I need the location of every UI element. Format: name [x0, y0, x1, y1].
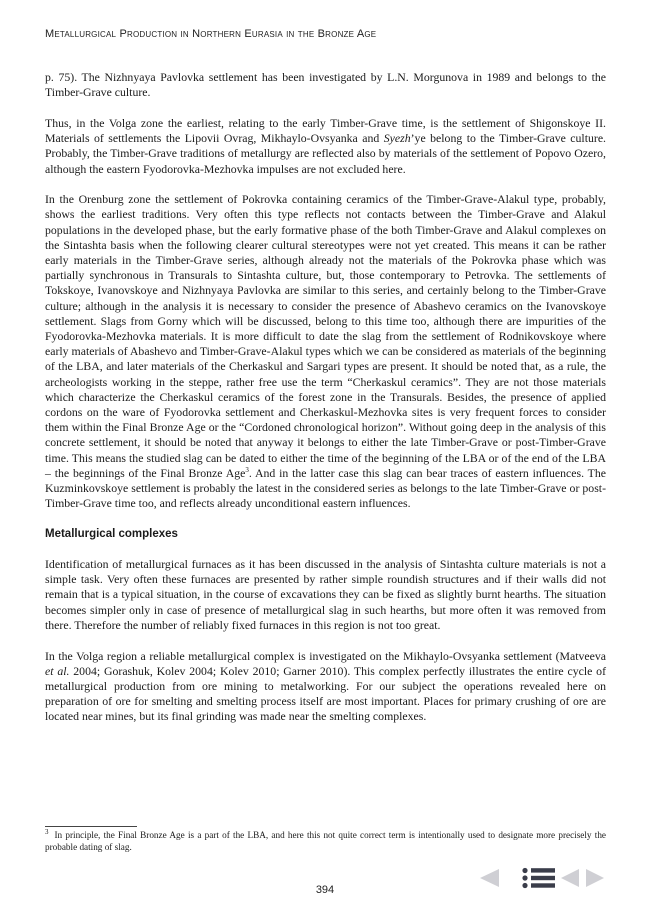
next-page-icon[interactable] [585, 868, 605, 890]
table-of-contents-icon[interactable] [521, 867, 557, 889]
running-header: Metallurgical Production in Northern Eurasia in the Bronze Age [45, 28, 377, 40]
section-heading: Metallurgical complexes [45, 527, 178, 540]
previous-page-icon[interactable] [560, 868, 580, 890]
footnote [45, 829, 606, 853]
paragraph-5: In the Volga region a reliable metallurgical complex is investigated on the Mikhaylo-Ovsyanka settlement (Matveeva et al. 2004; Gorashuk, Kolev 2004; Kolev 2010; Garner 2010). This complex perfectly illustrates the entire cycle of metallurgical production from ore mining to metalworking. For our subject the operations revealed here on preparation of ore for smelting and smelting process itself are most important. Places for primary crushing of ore are located near mines, but its final grinding was made near the smelting complexes. [45, 648, 607, 724]
footnote-rule [45, 826, 137, 827]
paragraph-1: p. 75). The Nizhnyaya Pavlovka settlement has been investigated by L.N. Morgunova in 1989 and belongs to the Timber-Grave culture. [45, 70, 606, 100]
page-number: 394 [315, 884, 335, 896]
footnote-reference[interactable]: 3 [245, 465, 249, 474]
footnote-mark: 3 [45, 827, 49, 836]
paragraph-4: Identification of metallurgical furnaces as it has been discussed in the analysis of Sintashta culture materials is not a simple task. Very often these furnaces are presented by rather simple roundish structures and if their walls did not remain that is a typical situation, in the course of excavations they can be fixed as slightly burnt hearths. The situation becomes simpler only in case of presence of metallurgical slag in such hearths, but more often it was removed from there. Therefore the number of reliably fixed furnaces in this region is not too great. [45, 556, 606, 632]
back-arrow-icon[interactable] [478, 868, 500, 890]
footnote-text: In principle, the Final Bronze Age is a part of the LBA, and here this not quite correct term is intentionally used to designate more precisely the probable dating of slag. [45, 830, 606, 852]
paragraph-2: Thus, in the Volga zone the earliest, relating to the early Timber-Grave time, is the settlement of Shigonskoye II. Materials of settlements the Lipovii Ovrag, Mikhaylo-Ovsyanka and Syezh’ye belong to the Timber-Grave culture. Probably, the Timber-Grave traditions of metallurgy are reflected also by materials of the settlement of Popovo Ozero, although the eastern Fyodorovka-Mezhovka impulses are not excluded here. [45, 115, 607, 176]
paragraph-3: In the Orenburg zone the settlement of Pokrovka containing ceramics of the Timber-Grave-Alakul type, probably, shows the earliest traditions. Very often this type reflects not contacts between the Timber-Grave and Alakul populations in the developed phase, but the early formative phase of the both Timber-Grave and Alakul complexes on the Sintashta basis when the following clearer cultural stereotypes were not yet created. This means it can be rather early materials in the Timber-Grave series, although already not the materials of the Pokrovka phase which was partially synchronous in Transurals to Sintashta culture, but, those contemporary to Petrovka. The settlements of Tokskoye, Ivanovskoye and Nizhnyaya Pavlovka are similar to this series, and certainly belong to the Timber-Grave culture; although in the analysis it is necessary to consider the presence of Abashevo ceramics on the Ivanovskoye settlement. Slags from Gorny which will be discussed, belong to this time too, although there are impurities of the Fyodorovka-Mezhovka materials. It is more difficult to date the slag from the settlement of Rodnikovskoye where early materials of Abashevo and Timber-Grave-Alakul types which we can be considered as materials of the beginning of the LBA, and later materials of the Cherkaskul and Sargari types are present. It should be noted that, as a rule, the archeologists working in the steppe, rather free use the term “Cherkaskul ceramics”. They are not those materials which characterize the Cherkaskul ceramics of the forest zone in the Transurals. Besides, the presence of applied cordons on the ware of Fyodorovka settlement and Cherkaskul-Mezhovka sites is very frequent forces to consider them within the Final Bronze Age or the “Cordoned chronological horizon”. Without going deep in the analysis of this concrete settlement, it should be noted that anyway it belongs to either the late Timber-Grave or post-Timber-Grave time. This means the studied slag can be dated to either the time of the beginning of the LBA or of the end of the LBA – the beginnings of the Final Bronze Age$^3$. And in the latter case this slag can bear traces of eastern influences. The Kuzminkovskoye settlement is probably the latest in the considered series as belongs to the late Timber-Grave or post-Timber-Grave time too, and reflects already unconditional eastern influences. [45, 192, 606, 511]
body-text [45, 70, 606, 740]
